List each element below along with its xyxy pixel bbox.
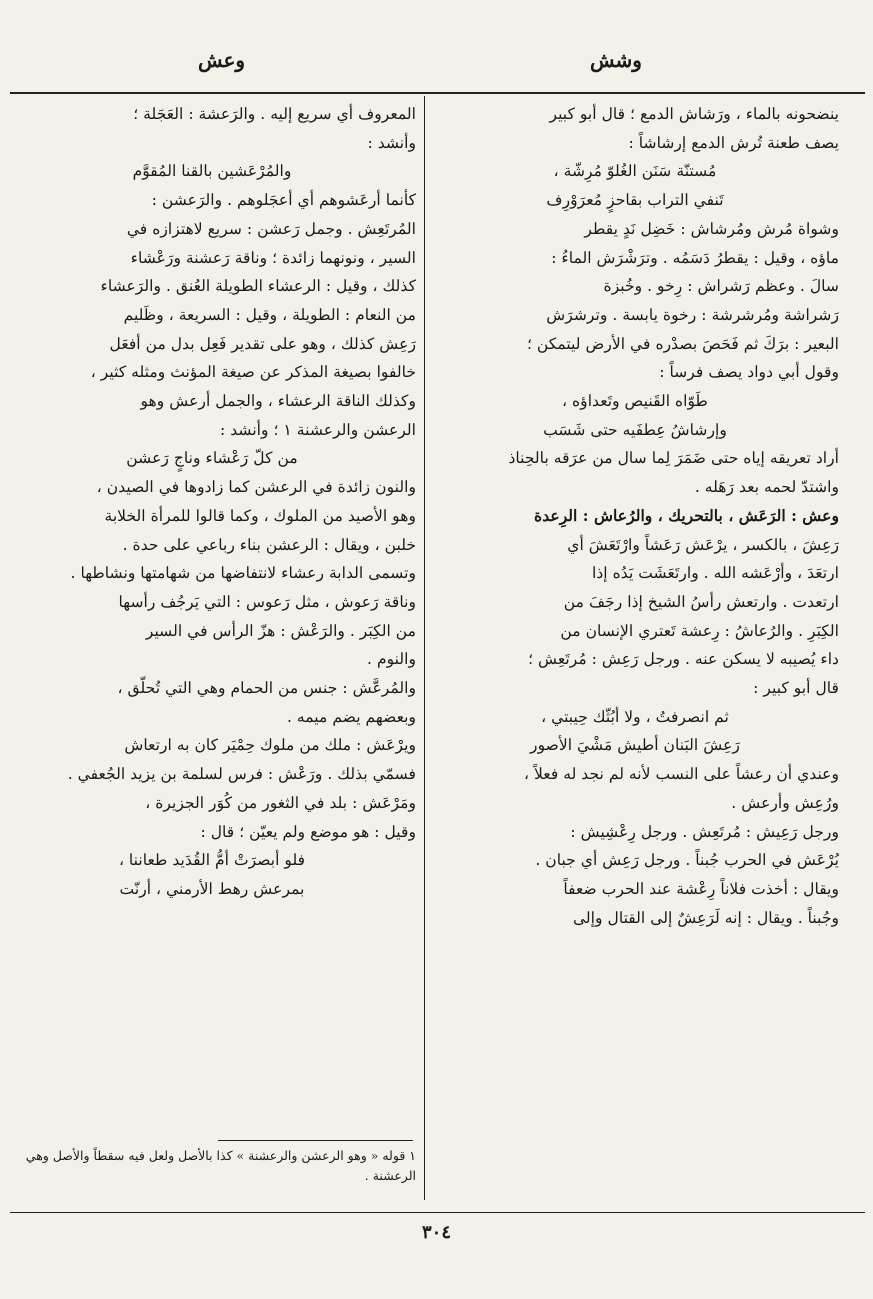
text-line: وتسمى الدابة رعشاء لانتفاضها من شهامتها ونشاطها . (70, 564, 416, 583)
text-line: وهو الأصيد من الملوك ، وكما قالوا للمرأة الخلابة (104, 506, 416, 525)
text-line: وجُبناً . ويقال : إنه لَرَعِشٌ إلى القتال وإلى (572, 908, 839, 927)
text-line: وعندي أن رعشاً على النسب لأنه لم نجد له فعلاً ، (524, 765, 839, 784)
text-line: داء يُصيبه لا يسكن عنه . ورجل رَعِش : مُرتَعِش ؛ (528, 650, 839, 669)
text-line: والنون زائدة في الرعشن كما زادوها في الصيدن ، (96, 478, 416, 497)
text-line: خلبن ، ويقال : الرعشن بناء رباعي على حدة . (122, 535, 416, 554)
text-line: واشتدّ لحمه بعد رَهَله . (694, 478, 839, 497)
text-line: المعروف أي سريع إليه . والرَعشة : العَجَلة ؛ (133, 105, 416, 123)
text-line: السير ، ونونهما زائدة ؛ وناقة رَعشنة ورَعْشاء (130, 248, 416, 267)
text-line: والنوم . (367, 650, 416, 669)
text-line: يُرْعَش في الحرب جُبناً . ورجل رَعِش أي جبان . (535, 851, 839, 870)
right-column (431, 100, 839, 932)
text-line: رَعِش كذلك ، وهو على تقدير فَعِل بدل من أفعَل (109, 334, 416, 353)
text-line: المُرتَعِش . وجمل رَعشن : سريع لاهتزازه في (126, 219, 416, 238)
text-line: ارتعدت . وارتعش رأسُ الشيخ إذا رجَفَ من (563, 592, 839, 611)
footnote-rule (218, 1140, 413, 1141)
text-line: والمُرعَّش : جنس من الحمام وهي التي تُحلّق ، (117, 679, 416, 698)
text-line: رَعِشَ ، بالكسر ، يرْعَش رَعَشاً وارْتَعَشَ أي (567, 535, 839, 554)
verse-line: طَوّاه القَنيص وتَعداؤه ، (562, 392, 708, 411)
text-line: ينضحونه بالماء ، ورَشاش الدمع ؛ قال أبو كبير (549, 105, 839, 123)
text-line: وناقة رَعوش ، مثل رَعوس : التي يَرجُف رأسها (118, 592, 416, 611)
text-line: ويرْعَش : ملك من ملوك حِمْيَر كان به ارتعاش (124, 736, 416, 755)
page-header (0, 40, 873, 90)
verse-line: فلو أبصرَتْ أمُّ القُدَيد طعاننا ، (118, 851, 306, 870)
text-line: ماؤه ، وقيل : يقطرُ دَسَمُه . وترَشْرَش الماءُ : (551, 248, 839, 267)
text-line: ورجل رَعِيش : مُرتَعِش . ورجل رِعْشِيش : (570, 822, 839, 841)
text-line: كذلك ، وقيل : الرعشاء الطويلة العُنق . والرَعشاء (100, 277, 416, 296)
entry-heading-line: وعش : الرَعَش ، بالتحريك ، والرُعاش : الرِعدة (534, 505, 839, 525)
text-line: الرعشن والرعشنة ١ ؛ وأنشد : (220, 420, 416, 439)
text-line: فسمّي بذلك . ورَعْش : فرس لسلمة بن يزيد الجُعفي . (67, 765, 416, 784)
text-line: يصف طعنة تُرش الدمع إرشاشاً : (628, 133, 839, 152)
text-line: وبعضهم يضم ميمه . (287, 707, 416, 726)
verse-line: بمرعش رهط الأرمني ، أرنّت (119, 879, 305, 898)
text-line: خالفوا بصيغة المذكر عن صيغة المؤنث ومثله كثير ، (90, 363, 416, 382)
text-line: ويقال : أخذت فلاناً رِعْشة عند الحرب ضعفاً (563, 879, 839, 898)
text-line: من الكِبَر . والرَعْش : هزّ الرأس في السير (145, 621, 416, 640)
text-line: الكِبَرِ . والرُعاشُ : رِعشة تَعتري الإنسان من (560, 621, 839, 640)
text-line: ارتعَدَ ، وأرْعَشه الله . وارتَعَشَت يَدُه إذا (592, 564, 839, 583)
text-line: ومَرْعَش : بلد في الثغور من كُوَر الجزيرة ، (145, 793, 416, 812)
text-line: قال أبو كبير : (753, 679, 839, 698)
text-line: رَشراشة ومُرشرشة : رخوة يابسة . وترشرَش (546, 305, 839, 324)
text-line: وأنشد : (367, 133, 416, 152)
text-line: من النعام : الطويلة ، وقيل : السريعة ، وظَليم (123, 305, 416, 324)
text-line: وقول أبي دواد يصف فرساً : (659, 363, 839, 382)
headword-left: وعش (198, 48, 246, 72)
header-rule (10, 92, 865, 94)
text-line: ورُعِش وأرعش . (731, 793, 839, 812)
text-line: وشواة مُرش ومُرشاش : خَضِل نَدٍ يقطر (584, 219, 839, 238)
verse-line: وإرشاشُ عِطفَيه حتى شَسَب (543, 420, 727, 439)
verse-line: والمُرْعَشين بالقنا المُقوَّم (132, 162, 292, 181)
verse-line: من كلّ رَعْشاء وناجٍ رَعشن (126, 449, 298, 468)
footer-rule (10, 1212, 865, 1213)
column-separator (424, 96, 425, 1200)
text-line: وقيل : هو موضع ولم يعيّن ؛ قال : (200, 822, 416, 841)
verse-line: تَنفي التراب بقاحزٍ مُعرَوْرِف (546, 191, 724, 210)
verse-line: رَعِشَ البَنان أطيش مَشْيَ الأصور (530, 736, 740, 755)
text-line: كأنما أرعَشوهم أي أعجَلوهم . والرَعشن : (151, 191, 416, 210)
text-line: أراد تعريقه إياه حتى ضَمَرَ لِما سال من عرَقه بالحِناذ (508, 449, 839, 468)
page-number: ٣٠٤ (421, 1222, 451, 1243)
verse-line: ثم انصرفتُ ، ولا أبُثّك حِيبتي ، (541, 707, 729, 726)
footnote: ١ قوله « وهو الرعشن والرعشنة » كذا بالأصل ولعل فيه سقطاً والأصل وهي الرعشنة . (25, 1148, 416, 1183)
text-line: البعير : برَكَ ثم فَحَصَ بصدْره في الأرض ليتمكن ؛ (526, 334, 839, 353)
verse-line: مُستنّة سَنَن الغُلوّ مُرِشّة ، (553, 162, 717, 181)
headword-right: وشش (590, 48, 642, 72)
text-line: سالَ . وعظم رَشراش : رِخو . وخُبزة (603, 277, 839, 296)
left-column (8, 100, 416, 904)
text-line: وكذلك الناقة الرعشاء ، والجمل أرعش وهو (140, 392, 416, 411)
